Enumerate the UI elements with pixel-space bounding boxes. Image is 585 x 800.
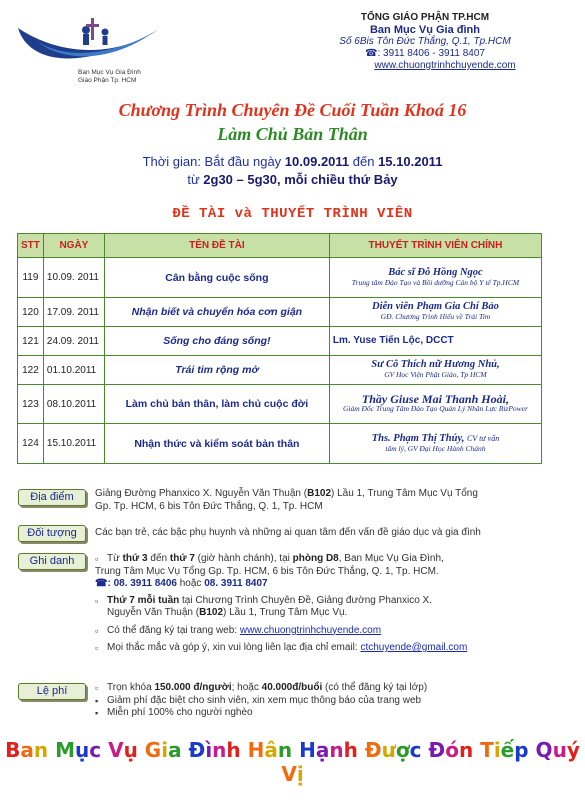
speaker-name <box>333 434 538 444</box>
header-stt: STT <box>18 234 44 258</box>
banner-letter: h <box>226 738 241 762</box>
reg1-a: Từ <box>107 553 123 564</box>
banner-letter: ế <box>500 738 515 762</box>
reg1-d: thứ 7 <box>169 553 195 564</box>
banner-letter: u <box>552 738 567 762</box>
banner-letter: n <box>277 738 293 762</box>
row-stt: 119 <box>18 258 44 298</box>
banner-letter <box>358 738 365 762</box>
speaker-name: Diễn viên Phạm Gia Chí Bảo <box>372 301 499 312</box>
fee-label: Lệ phí <box>18 683 86 700</box>
banner-letter: a <box>168 738 182 762</box>
start-date: 10.09.2011 <box>284 154 350 169</box>
registration-block <box>95 553 565 655</box>
email-link[interactable]: ctchuyende@gmail.com <box>360 642 468 653</box>
banner-letter: n <box>212 738 227 762</box>
banner-letter: c <box>409 738 422 762</box>
header-speaker: THUYẾT TRÌNH VIÊN CHÍNH <box>329 234 541 258</box>
banner-letter: i <box>161 738 169 762</box>
registration-item <box>95 642 565 655</box>
banner-letter: ạ <box>315 738 330 762</box>
banner-letter <box>529 738 536 762</box>
org-address: Số 6Bis Tôn Đức Thắng, Q.1, Tp.HCM <box>339 36 511 47</box>
banner-letter: p <box>514 738 529 762</box>
website-link[interactable]: www.chuongtrinhchuyende.com <box>239 624 382 636</box>
reg3-a: Có thể đăng ký tại trang web: <box>107 624 240 636</box>
logo-caption-line2: Giáo Phận Tp. HCM <box>78 76 137 84</box>
header-date: NGÀY <box>43 234 104 258</box>
bullet-icon: ▫ <box>95 625 99 636</box>
venue-line2: Gp. Tp. HCM, 6 bis Tôn Đức Thắng, Q. 1, Tp. HCM <box>95 500 323 512</box>
row-date: 24.09. 2011 <box>43 327 104 356</box>
row-topic: Làm chủ bản thân, làm chủ cuộc đời <box>104 385 329 424</box>
fee-block <box>95 682 565 720</box>
banner-letter: ó <box>445 738 459 762</box>
row-topic: Trái tim rộng mở <box>104 356 329 385</box>
table-row <box>18 385 542 424</box>
registration-item <box>95 595 565 608</box>
program-dates <box>0 154 585 169</box>
speaker-desc: tâm lý, GV Đại Học Hành Chánh <box>385 443 486 453</box>
row-speaker <box>329 424 541 464</box>
bullet-icon: ▫ <box>95 595 99 606</box>
logo-caption <box>78 69 141 84</box>
fee1-e: (có thể đăng ký tại lớp) <box>322 682 428 693</box>
reg-phone-c: 08. 3911 8407 <box>204 578 268 589</box>
banner-letter: n <box>329 738 344 762</box>
banner-letter <box>138 738 145 762</box>
time-line2-hours: 2g30 – 5g30, mỗi chiều thứ Bảy <box>203 172 398 187</box>
venue-room: B102 <box>307 488 331 499</box>
fee1-b: 150.000 đ/người <box>154 682 232 693</box>
banner-letter: i <box>493 738 501 762</box>
logo-caption-line1: Ban Mục Vụ Gia Đình <box>78 69 141 76</box>
program-title: Chương Trình Chuyên Đề Cuối Tuần Khoá 16 <box>118 100 467 120</box>
banner-letter: n <box>33 738 49 762</box>
reg-phone-a: ☎: 08. 3911 8406 <box>95 578 177 589</box>
speaker-desc: Giám Đốc Trung Tâm Đào Tạo Quản Lý Nhân Lực BizPower <box>342 404 528 413</box>
diocese-name: TỔNG GIÁO PHẬN TP.HCM <box>360 12 490 23</box>
table-row <box>18 356 542 385</box>
speaker-name: Sư Cô Thích nữ Hương Nhủ, <box>371 359 500 370</box>
row-date: 10.09. 2011 <box>43 258 104 298</box>
venue-line1-a: Giảng Đường Phanxico X. Nguyễn Văn Thuận ( <box>95 488 308 499</box>
row-stt: 122 <box>18 356 44 385</box>
banner-letter <box>241 738 248 762</box>
venue-line1-c: ) Lầu 1, Trung Tâm Mục Vụ Tổng <box>331 488 478 499</box>
reg2-a: Thứ 7 mỗi tuần <box>107 594 180 606</box>
banner-letter: Đ <box>364 738 382 762</box>
row-date: 01.10.2011 <box>43 356 104 385</box>
program-hours <box>0 172 585 187</box>
banner-letter: Đ <box>188 738 206 762</box>
banner-letter: ư <box>381 738 396 762</box>
banner-letter: G <box>144 738 162 762</box>
row-speaker <box>329 298 541 327</box>
bullet-icon: ▪ <box>95 695 99 706</box>
speaker-name: Bác sĩ Đỗ Hồng Ngọc <box>388 266 483 278</box>
row-speaker <box>329 385 541 424</box>
org-website-link[interactable]: www.chuongtrinhchuyende.com <box>374 60 516 71</box>
banner-letter: ụ <box>75 738 90 762</box>
reg2-line2-a: Nguyễn Văn Thuận ( <box>107 607 200 618</box>
row-stt: 124 <box>18 424 44 464</box>
venue-line1 <box>95 488 565 501</box>
banner-letter: ụ <box>123 738 138 762</box>
banner-letter: V <box>281 762 297 786</box>
time-line2-prefix: từ <box>187 172 204 187</box>
bullet-icon: ▫ <box>95 683 99 693</box>
banner-letter: n <box>458 738 474 762</box>
speaker-name: Lm. Yuse Tiến Lộc, DCCT <box>332 335 454 346</box>
organization-block <box>275 12 575 72</box>
ministry-name: Ban Mục Vụ Gia đình <box>369 24 480 36</box>
reg4-a: Mọi thắc mắc và góp ý, xin vui lòng liên lạc địa chỉ email: <box>107 642 361 653</box>
end-date: 15.10.2011 <box>378 154 443 169</box>
program-subtitle: Làm Chủ Bản Thân <box>217 124 368 144</box>
schedule-table <box>17 233 542 464</box>
reg1-e: (giờ hành chánh), tại <box>194 553 293 564</box>
fee3: Miễn phí 100% cho người nghèo <box>107 707 253 718</box>
row-stt: 123 <box>18 385 44 424</box>
venue-label: Địa điểm <box>18 489 86 506</box>
reg2-line2-b: B102 <box>199 607 224 618</box>
row-speaker <box>329 258 541 298</box>
bullet-icon: ▫ <box>95 554 99 564</box>
reg1-c: đến <box>147 553 170 564</box>
table-row <box>18 258 542 298</box>
reg1-b: thứ 3 <box>122 553 148 564</box>
row-date: 17.09. 2011 <box>43 298 104 327</box>
fee-item <box>95 682 565 695</box>
banner-letter: ị <box>296 762 304 786</box>
section-heading: ĐỀ TÀI và THUYẾT TRÌNH VIÊN <box>172 206 413 222</box>
reg2-line2-c: ) Lầu 1, Trung Tâm Mục Vụ. <box>223 607 348 618</box>
speaker-desc: GĐ. Chương Trình Hiểu về Trái Tim <box>380 312 491 321</box>
reg1-line2: Trung Tâm Mục Vụ Tổng Gp. Tp. HCM, 6 bis Tôn Đức Thắng, Q. 1, Tp. HCM. <box>95 565 439 577</box>
venue-text <box>95 488 565 513</box>
banner-letter: H <box>247 738 265 762</box>
table-header-row <box>18 234 542 258</box>
banner-letter: T <box>480 738 494 762</box>
org-phone: ☎: 3911 8406 - 3911 8407 <box>365 48 485 59</box>
banner-letter: B <box>5 738 21 762</box>
banner-letter: ý <box>566 738 580 762</box>
table-row <box>18 298 542 327</box>
banner-letter <box>182 738 189 762</box>
speaker-inline-role: CV tư vấn <box>466 433 500 443</box>
registration-item <box>95 625 565 638</box>
reg1-g: , Ban Mục Vụ Gia Đình, <box>338 553 444 564</box>
row-date: 15.10.2011 <box>43 424 104 464</box>
speaker-desc: GV Học Viện Phật Giáo, Tp HCM <box>384 370 487 379</box>
reg-phone-b: hoặc <box>176 578 205 589</box>
banner-letter: ợ <box>395 738 410 762</box>
fee-item <box>95 695 565 708</box>
row-stt: 121 <box>18 327 44 356</box>
banner-letter: h <box>343 738 358 762</box>
welcome-banner <box>0 738 585 786</box>
time-mid: đến <box>349 154 379 169</box>
reg1-f: phòng D8 <box>292 553 339 564</box>
row-stt: 120 <box>18 298 44 327</box>
audience-label: Đối tượng <box>18 525 86 542</box>
registration-item <box>95 553 565 566</box>
fee1-d: 40.000đ/buổi <box>261 682 323 693</box>
row-date: 08.10.2011 <box>43 385 104 424</box>
fee1-a: Trọn khóa <box>107 682 155 693</box>
row-speaker <box>329 327 541 356</box>
bullet-icon: ▪ <box>95 708 99 718</box>
speaker-desc: Trung tâm Đào Tạo và Bồi dưỡng Cán bộ Y tế Tp.HCM <box>351 277 520 287</box>
reg2-b: tại Chương Trình Chuyên Đề, Giảng đường Phanxico X. <box>179 594 432 606</box>
bullet-icon: ▫ <box>95 643 99 653</box>
speaker-name-text: Ths. Phạm Thị Thúy, <box>371 432 465 444</box>
row-topic: Sống cho đáng sống! <box>104 327 329 356</box>
banner-letter: Q <box>535 738 553 762</box>
speaker-name: Thầy Giuse Mai Thanh Hoài, <box>361 392 509 406</box>
reg2-line2 <box>95 607 565 620</box>
banner-letter: c <box>89 738 102 762</box>
table-row <box>18 424 542 464</box>
row-speaker <box>329 356 541 385</box>
banner-letter: H <box>299 738 316 762</box>
banner-letter: ì <box>205 738 213 762</box>
header-topic: TÊN ĐỀ TÀI <box>104 234 329 258</box>
audience-text: Các bạn trẻ, các bậc phụ huynh và những ai quan tâm đến vấn đề giáo dục và gia đình <box>95 527 481 538</box>
banner-letter: V <box>108 738 124 762</box>
row-topic: Cân bằng cuộc sống <box>104 258 329 298</box>
banner-letter: M <box>55 738 76 762</box>
registration-label: Ghi danh <box>18 553 86 570</box>
row-topic: Nhận biết và chuyển hóa cơn giận <box>104 298 329 327</box>
fee1-c: ; hoặc <box>231 682 262 693</box>
banner-letter: Đ <box>428 738 446 762</box>
fee-item <box>95 707 565 720</box>
banner-letter: â <box>264 738 278 762</box>
reg-phone <box>95 578 565 591</box>
row-topic: Nhận thức và kiểm soát bản thân <box>104 424 329 464</box>
time-prefix: Thời gian: Bắt đầu ngày <box>142 154 285 169</box>
fee2: Giảm phí đặc biệt cho sinh viên, xin xem mục thông báo của trang web <box>107 694 422 706</box>
table-row <box>18 327 542 356</box>
banner-letter: a <box>20 738 34 762</box>
